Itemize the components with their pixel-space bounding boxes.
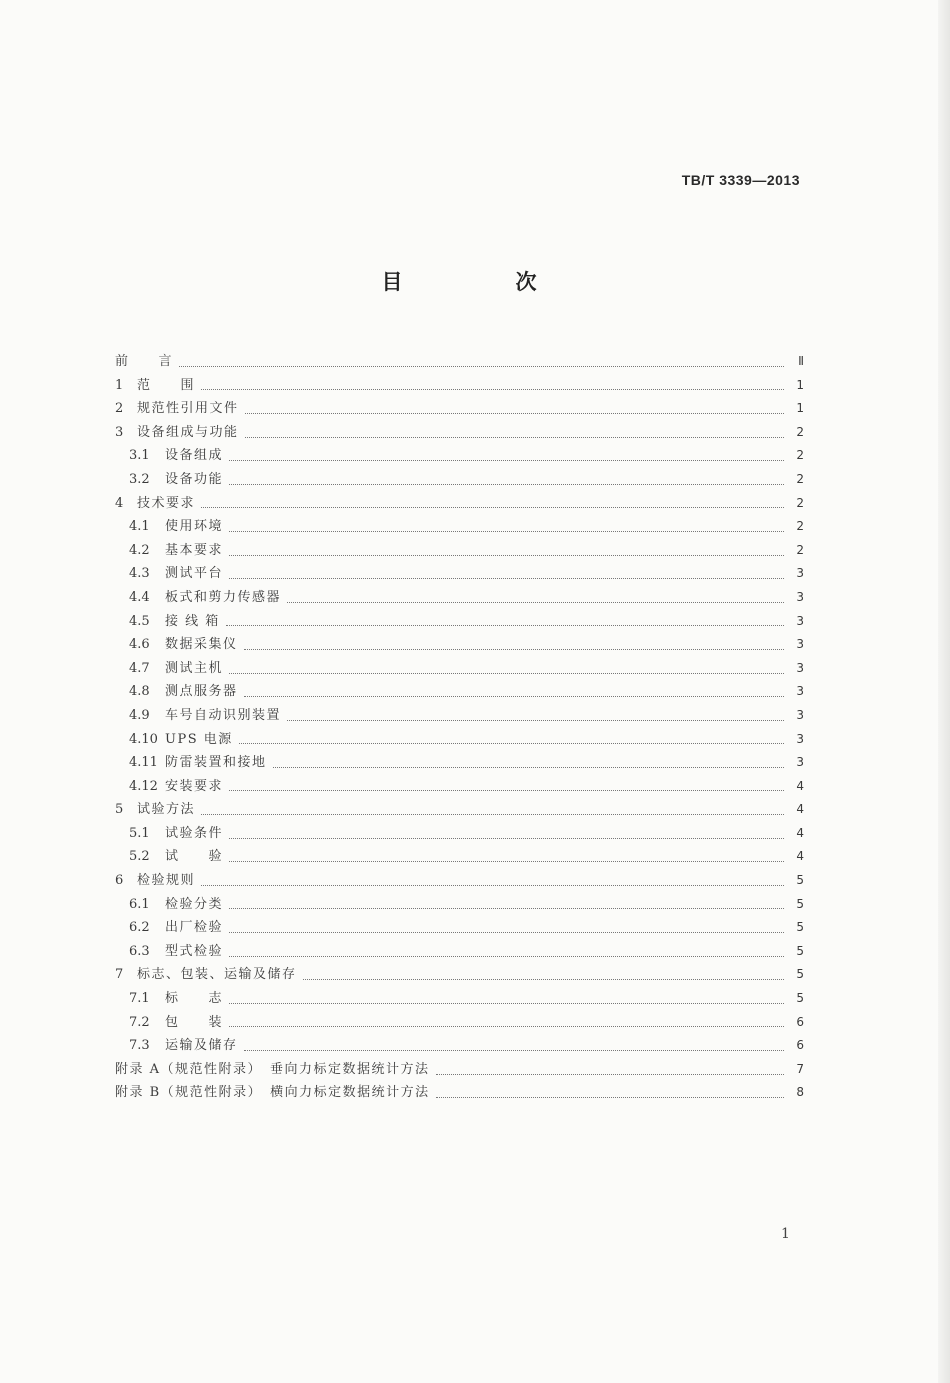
toc-dot-leader — [229, 530, 784, 532]
toc-entry-title: 试 验 — [165, 849, 224, 865]
toc-dot-leader — [229, 931, 784, 933]
toc-dot-leader — [436, 1096, 784, 1098]
toc-entry-title: 试验条件 — [165, 825, 224, 841]
toc-entry-title: 测点服务器 — [165, 684, 238, 700]
toc-entry[interactable] — [115, 751, 804, 775]
toc-entry-number: 4.10 — [129, 731, 158, 747]
toc-dot-leader — [229, 577, 784, 579]
toc-entry-page: 1 — [796, 377, 804, 392]
toc-entry-title: 检验分类 — [165, 896, 224, 912]
toc-dot-leader — [303, 978, 784, 980]
toc-entry-number: 3.1 — [129, 448, 150, 464]
toc-dot-leader — [245, 412, 784, 414]
toc-entry-page: 5 — [796, 967, 804, 982]
toc-entry-page: 3 — [796, 637, 804, 652]
toc-entry-page: 8 — [796, 1085, 804, 1100]
toc-entry[interactable] — [115, 1058, 804, 1082]
toc-entry-number: 4.11 — [129, 755, 158, 771]
toc-entry[interactable] — [115, 468, 804, 492]
toc-entry-page: 1 — [796, 401, 804, 416]
toc-entry[interactable] — [115, 586, 804, 610]
toc-entry-number: 4.6 — [129, 637, 150, 653]
toc-entry[interactable] — [115, 492, 804, 516]
toc-entry[interactable] — [115, 515, 804, 539]
toc-entry-title: 标志、包装、运输及储存 — [137, 967, 297, 983]
toc-entry-page: 4 — [796, 825, 804, 840]
toc-entry-page: 2 — [796, 471, 804, 486]
toc-entry-number: 7 — [115, 967, 124, 983]
toc-entry-title: 试验方法 — [137, 802, 196, 818]
toc-entry[interactable] — [115, 633, 804, 657]
toc-entry[interactable] — [115, 657, 804, 681]
toc-entry-number: 7.1 — [129, 991, 150, 1007]
toc-entry[interactable] — [115, 963, 804, 987]
toc-entry-number: 7.3 — [129, 1038, 150, 1054]
toc-entry-title: 安装要求 — [165, 778, 224, 794]
toc-dot-leader — [229, 483, 784, 485]
toc-dot-leader — [287, 601, 784, 603]
page-edge-shadow — [938, 0, 950, 1383]
toc-entry-number: 4.4 — [129, 589, 150, 605]
toc-entry-number: 5 — [115, 802, 124, 818]
toc-entry-number: 6.1 — [129, 896, 150, 912]
toc-entry[interactable] — [115, 869, 804, 893]
toc-entry-page: 3 — [796, 707, 804, 722]
toc-dot-leader — [229, 459, 784, 461]
toc-dot-leader — [226, 624, 784, 626]
toc-entry-title: UPS 电源 — [165, 731, 233, 747]
toc-entry[interactable] — [115, 1081, 804, 1105]
toc-entry-page: 3 — [796, 684, 804, 699]
toc-entry[interactable] — [115, 775, 804, 799]
toc-entry-page: 3 — [796, 589, 804, 604]
toc-entry-page: 5 — [796, 943, 804, 958]
toc-entry-page: 4 — [796, 778, 804, 793]
toc-dot-leader — [273, 766, 784, 768]
toc-entry-title: 设备组成 — [165, 448, 224, 464]
toc-dot-leader — [229, 1002, 784, 1004]
toc-dot-leader — [244, 1049, 784, 1051]
toc-entry-page: Ⅱ — [798, 354, 804, 368]
toc-entry-title: 使用环境 — [165, 519, 224, 535]
toc-entry-page: 2 — [796, 448, 804, 463]
toc-entry-title: 运输及储存 — [165, 1038, 238, 1054]
toc-entry-title: 标 志 — [165, 991, 224, 1007]
toc-entry-title: 出厂检验 — [165, 920, 224, 936]
toc-entry[interactable] — [115, 444, 804, 468]
toc-entry-page: 5 — [796, 991, 804, 1006]
toc-entry[interactable] — [115, 798, 804, 822]
toc-entry-title: 车号自动识别装置 — [165, 707, 282, 723]
toc-entry-number: 3.2 — [129, 471, 150, 487]
toc-entry-page: 2 — [796, 495, 804, 510]
toc-entry[interactable] — [115, 893, 804, 917]
toc-entry-number: 4.5 — [129, 613, 150, 629]
table-of-contents — [115, 350, 804, 1105]
toc-entry-page: 5 — [796, 920, 804, 935]
toc-entry-title: 型式检验 — [165, 943, 224, 959]
toc-entry-number: 6 — [115, 873, 124, 889]
toc-entry-page: 2 — [796, 424, 804, 439]
toc-dot-leader — [229, 837, 784, 839]
toc-dot-leader — [436, 1073, 784, 1075]
toc-entry-page: 4 — [796, 849, 804, 864]
toc-entry-page: 6 — [796, 1014, 804, 1029]
toc-entry-title: 设备组成与功能 — [137, 424, 239, 440]
toc-entry-page: 3 — [796, 566, 804, 581]
toc-entry[interactable] — [115, 822, 804, 846]
toc-entry-title: 包 装 — [165, 1014, 224, 1030]
toc-entry-title: 数据采集仪 — [165, 637, 238, 653]
toc-entry-number: 4.1 — [129, 519, 150, 535]
toc-entry-title: 前 言 — [115, 354, 174, 369]
toc-entry-number: 3 — [115, 424, 124, 440]
toc-entry-page: 3 — [796, 731, 804, 746]
toc-entry-title: 防雷装置和接地 — [165, 755, 267, 771]
toc-dot-leader — [201, 388, 784, 390]
toc-entry-number: 6.2 — [129, 920, 150, 936]
toc-entry-page: 6 — [796, 1038, 804, 1053]
toc-entry-number: 1 — [115, 377, 124, 393]
toc-entry-page: 7 — [796, 1061, 804, 1076]
toc-entry-title: 附录 B（规范性附录） 横向力标定数据统计方法 — [115, 1085, 430, 1101]
toc-entry-title: 技术要求 — [137, 495, 196, 511]
page-title: 目 次 — [381, 270, 583, 294]
toc-entry[interactable] — [115, 1034, 804, 1058]
toc-entry-title: 板式和剪力传感器 — [165, 589, 282, 605]
toc-entry-page: 3 — [796, 755, 804, 770]
toc-entry-page: 3 — [796, 660, 804, 675]
toc-entry-title: 测试主机 — [165, 660, 224, 676]
toc-entry[interactable] — [115, 374, 804, 398]
toc-dot-leader — [229, 955, 784, 957]
toc-entry-title: 范 围 — [137, 377, 196, 393]
toc-entry[interactable] — [115, 610, 804, 634]
toc-dot-leader — [229, 907, 784, 909]
toc-entry[interactable] — [115, 1011, 804, 1035]
toc-entry-title: 检验规则 — [137, 873, 196, 889]
toc-entry-page: 3 — [796, 613, 804, 628]
toc-dot-leader — [229, 860, 784, 862]
toc-entry-number: 4.2 — [129, 542, 150, 558]
toc-entry[interactable] — [115, 680, 804, 704]
toc-entry[interactable] — [115, 397, 804, 421]
toc-entry-title: 基本要求 — [165, 542, 224, 558]
toc-entry-number: 4.7 — [129, 660, 150, 676]
toc-entry-title: 规范性引用文件 — [137, 401, 239, 417]
toc-entry[interactable] — [115, 421, 804, 445]
toc-entry-title: 设备功能 — [165, 471, 224, 487]
toc-entry-number: 5.1 — [129, 825, 150, 841]
toc-entry[interactable] — [115, 916, 804, 940]
toc-entry-title: 测试平台 — [165, 566, 224, 582]
toc-entry[interactable] — [115, 562, 804, 586]
toc-dot-leader — [239, 742, 784, 744]
toc-entry-number: 5.2 — [129, 849, 150, 865]
toc-entry-number: 4.8 — [129, 684, 150, 700]
toc-entry-page: 4 — [796, 802, 804, 817]
toc-entry-number: 4.3 — [129, 566, 150, 582]
toc-entry[interactable] — [115, 539, 804, 563]
toc-dot-leader — [201, 813, 784, 815]
toc-entry-title: 附录 A（规范性附录） 垂向力标定数据统计方法 — [115, 1061, 430, 1077]
toc-entry-number: 6.3 — [129, 943, 150, 959]
toc-dot-leader — [244, 695, 784, 697]
toc-dot-leader — [201, 506, 784, 508]
toc-dot-leader — [229, 672, 784, 674]
toc-entry-page: 2 — [796, 542, 804, 557]
toc-entry[interactable] — [115, 987, 804, 1011]
toc-entry[interactable] — [115, 350, 804, 374]
toc-entry-title: 接 线 箱 — [165, 613, 220, 629]
toc-entry-number: 2 — [115, 401, 124, 417]
toc-entry-page: 2 — [796, 519, 804, 534]
toc-dot-leader — [244, 648, 784, 650]
toc-dot-leader — [229, 1025, 784, 1027]
toc-entry-page: 5 — [796, 873, 804, 888]
toc-dot-leader — [229, 554, 784, 556]
toc-entry[interactable] — [115, 728, 804, 752]
toc-entry-number: 4 — [115, 495, 124, 511]
toc-entry[interactable] — [115, 845, 804, 869]
toc-entry[interactable] — [115, 704, 804, 728]
toc-dot-leader — [229, 789, 784, 791]
toc-entry-number: 7.2 — [129, 1014, 150, 1030]
toc-entry[interactable] — [115, 940, 804, 964]
toc-entry-number: 4.12 — [129, 778, 158, 794]
toc-dot-leader — [245, 436, 784, 438]
toc-dot-leader — [179, 365, 784, 367]
toc-dot-leader — [287, 719, 784, 721]
standard-number: TB/T 3339—2013 — [681, 172, 800, 188]
toc-dot-leader — [201, 884, 784, 886]
toc-entry-number: 4.9 — [129, 707, 150, 723]
page-number: 1 — [781, 1226, 790, 1242]
toc-entry-page: 5 — [796, 896, 804, 911]
